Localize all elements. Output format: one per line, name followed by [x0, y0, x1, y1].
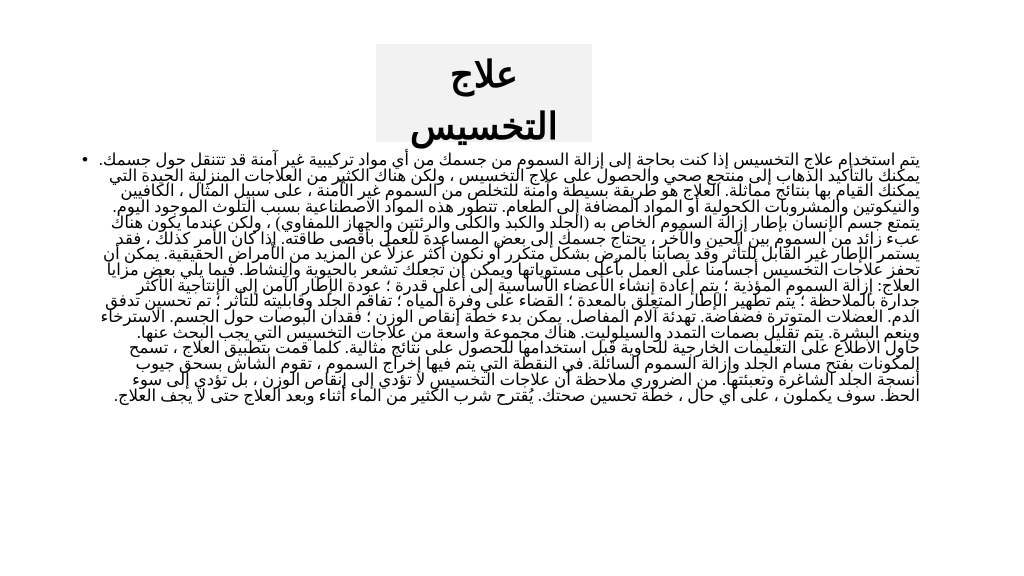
bullet-marker: • — [82, 150, 88, 169]
body-paragraph: يتم استخدام علاج التخسيس إذا كنت بحاجة إلى إزالة السموم من جسمك من أي مواد تركيبية غير آمنة قد تتنقل حول جسمك. يمكنك بالتأكيد الذهاب إلى منتجع صحي والحصول على علاج التخسيس ، ولكن هناك الكثير من العلاجات المنزلية الجيدة التي يمكنك القيام بها بنتائج مماثلة. العلاج هو طريقة بسيطة وآمنة للتخلص من السموم غير الآمنة ، على سبيل المثال ، الكافيين والنيكوتين والمشروبات الكحولية أو المواد المضافة إلى الطعام. تتطور هذه المواد الاصطناعية بسبب التلوث الموجود اليوم. يتمتع جسم الإنسان بإطار إزالة السموم الخاص به (الجلد والكبد والكلى والرئتين والجهاز اللمفاوي) ، ولكن عندما يكون هناك عبء زائد من السموم بين الحين والآخر ، يحتاج جسمك إلى بعض المساعدة للعمل بأقصى طاقته. إذا كان الأمر كذلك ، فقد يستمر الإطار غير القابل للتأثر وقد يصابنا بالمرض بشكل متكرر أو نكون أكثر عزلاً عن المزيد من الأمراض الحقيقية. يمكن أن تحفز علاجات التخسيس أجسامنا على العمل بأعلى مستوياتها ويمكن أن تجعلك تشعر بالحيوية والنشاط. فيما يلي بعض مزايا العلاج: إزالة السموم المؤذية ؛ يتم إعادة إنشاء الأعضاء الأساسية إلى أعلى قدرة ؛ عودة الإطار الآمن إلى الإنتاجية الأكثر جدارة بالملاحظة ؛ يتم تطهير الإطار المتعلق بالمعدة ؛ القضاء على وفرة المياه ؛ تفاقم الجلد وقابليته للتأثر ؛ تم تحسين تدفق الدم. العضلات المتوترة فضفاضة. تهدئة آلام المفاصل. يمكن بدء خطة إنقاص الوزن ؛ فقدان البوصات حول الجسم. الاسترخاء وينعم البشرة. يتم تقليل بصمات التمدد والسيلوليت. هناك مجموعة واسعة من علاجات التخسيس التي يجب البحث عنها. حاول الاطلاع على التعليمات الخارجية للحاوية قبل استخدامها للحصول على نتائج مثالية. كلما قمت بتطبيق العلاج ، تسمح المكونات بفتح مسام الجلد وإزالة السموم السائلة. في النقطة التي يتم فيها إخراج السموم ، تقوم الشاش بسحق جيوب أنسجة الجلد الشاغرة وتعبئتها. من الضروري ملاحظة أن علاجات التخسيس لا تؤدي إلى إنقاص الوزن ، بل تؤدي إلى سوء الحظ. سوف يكملون ، على أي حال ، خطة تحسين صحتك. يُقترح شرب الكثير من الماء أثناء وبعد العلاج حتى لا يجف العلاج. — [98, 150, 920, 405]
slide-title: علاج التخسيس — [410, 55, 558, 148]
title-box — [376, 44, 592, 148]
